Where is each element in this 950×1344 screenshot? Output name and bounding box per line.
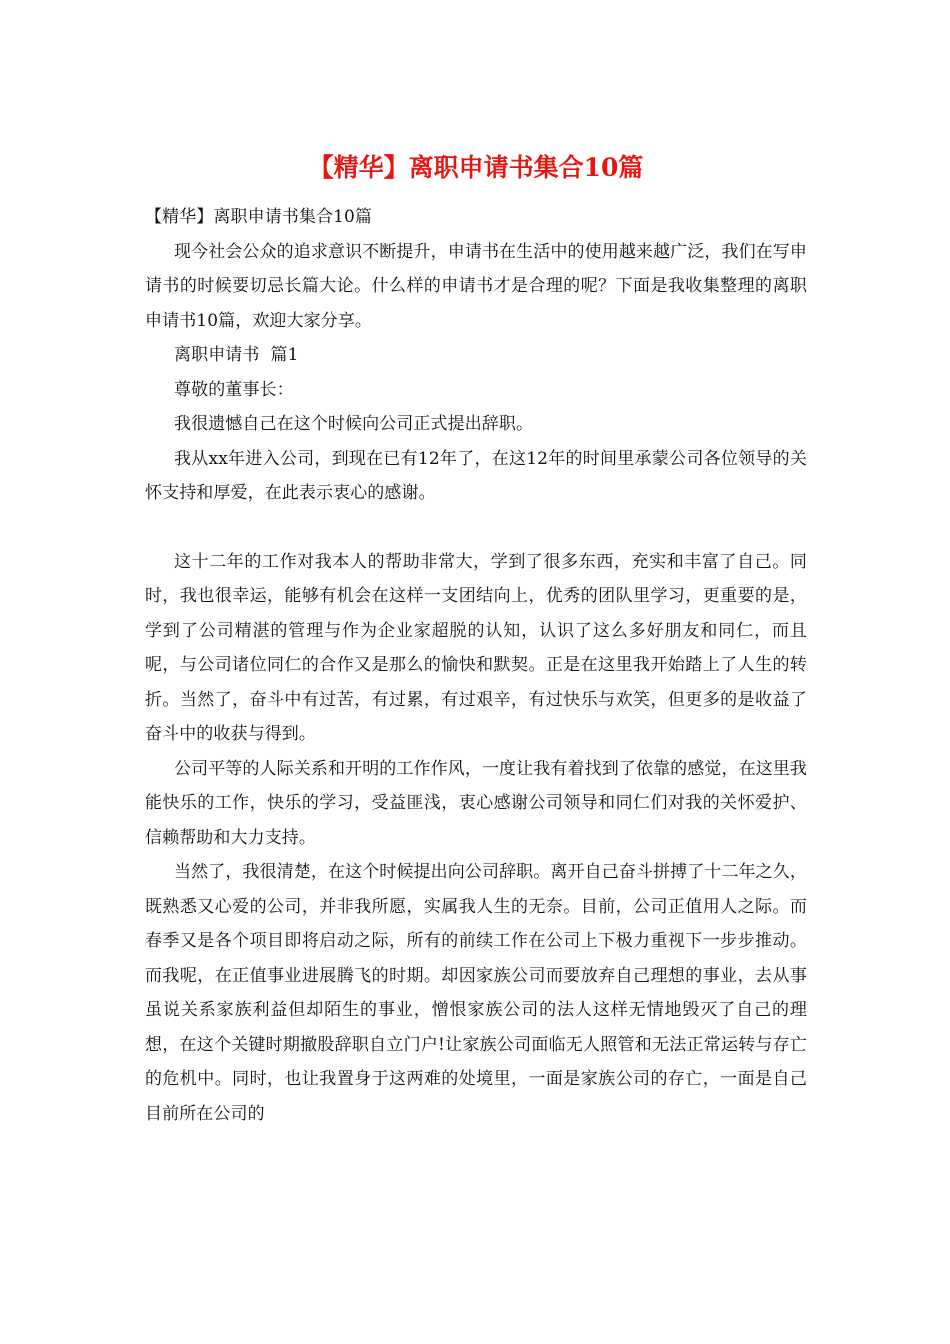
- body-paragraph: 这十二年的工作对我本人的帮助非常大，学到了很多东西，充实和丰富了自己。同时，我也很幸运，能够有机会在这样一支团结向上，优秀的团队里学习，更重要的是，学到了公司精湛的管理与作为企业家超脱的认知，认识了这么多好朋友和同仁，而且呢，与公司诸位同仁的合作又是那么的愉快和默契。正是在这里我开始踏上了人生的转折。当然了，奋斗中有过苦，有过累，有过艰辛，有过快乐与欢笑，但更多的是收益了奋斗中的收获与得到。: [145, 551, 807, 744]
- document-body: [145, 148, 807, 1131]
- body-paragraph: 我从xx年进入公司，到现在已有12年了，在这12年的时间里承蒙公司各位领导的关怀支持和厚爱，在此表示衷心的感谢。: [145, 448, 807, 503]
- section-heading: 离职申请书 篇1: [174, 345, 299, 365]
- salutation: 尊敬的董事长：: [174, 379, 294, 400]
- intro-paragraph: 现今社会公众的追求意识不断提升，申请书在生活中的使用越来越广泛，我们在写申请书的时候要切忌长篇大论。什么样的申请书才是合理的呢？下面是我收集整理的离职申请书10篇，欢迎大家分享。: [145, 241, 807, 331]
- document-title: 【精华】离职申请书集合10篇: [308, 153, 644, 182]
- body-paragraph: 当然了，我很清楚，在这个时候提出向公司辞职。离开自己奋斗拼搏了十二年之久，既熟悉又心爱的公司，并非我所愿，实属我人生的无奈。目前，公司正值用人之际。而春季又是各个项目即将启动之际，所有的前续工作在公司上下极力重视下一步步推动。而我呢，在正值事业进展腾飞的时期。却因家族公司而要放弃自己理想的事业，去从事虽说关系家族利益但却陌生的事业，憎恨家族公司的法人这样无情地毁灭了自己的理想，在这个关键时期撤股辞职自立门户!让家族公司面临无人照管和无法正常运转与存亡的危机中。同时，也让我置身于这两难的处境里，一面是家族公司的存亡，一面是自己目前所在公司的: [145, 862, 807, 1124]
- body-paragraph: 公司平等的人际关系和开明的工作作风，一度让我有着找到了依靠的感觉，在这里我能快乐的工作，快乐的学习，受益匪浅，衷心感谢公司领导和同仁们对我的关怀爱护、信赖帮助和大力支持。: [145, 758, 807, 848]
- blank-line: [145, 511, 807, 545]
- body-paragraph: 我很遗憾自己在这个时候向公司正式提出辞职。: [174, 414, 534, 434]
- document-subtitle: 【精华】离职申请书集合10篇: [145, 207, 373, 227]
